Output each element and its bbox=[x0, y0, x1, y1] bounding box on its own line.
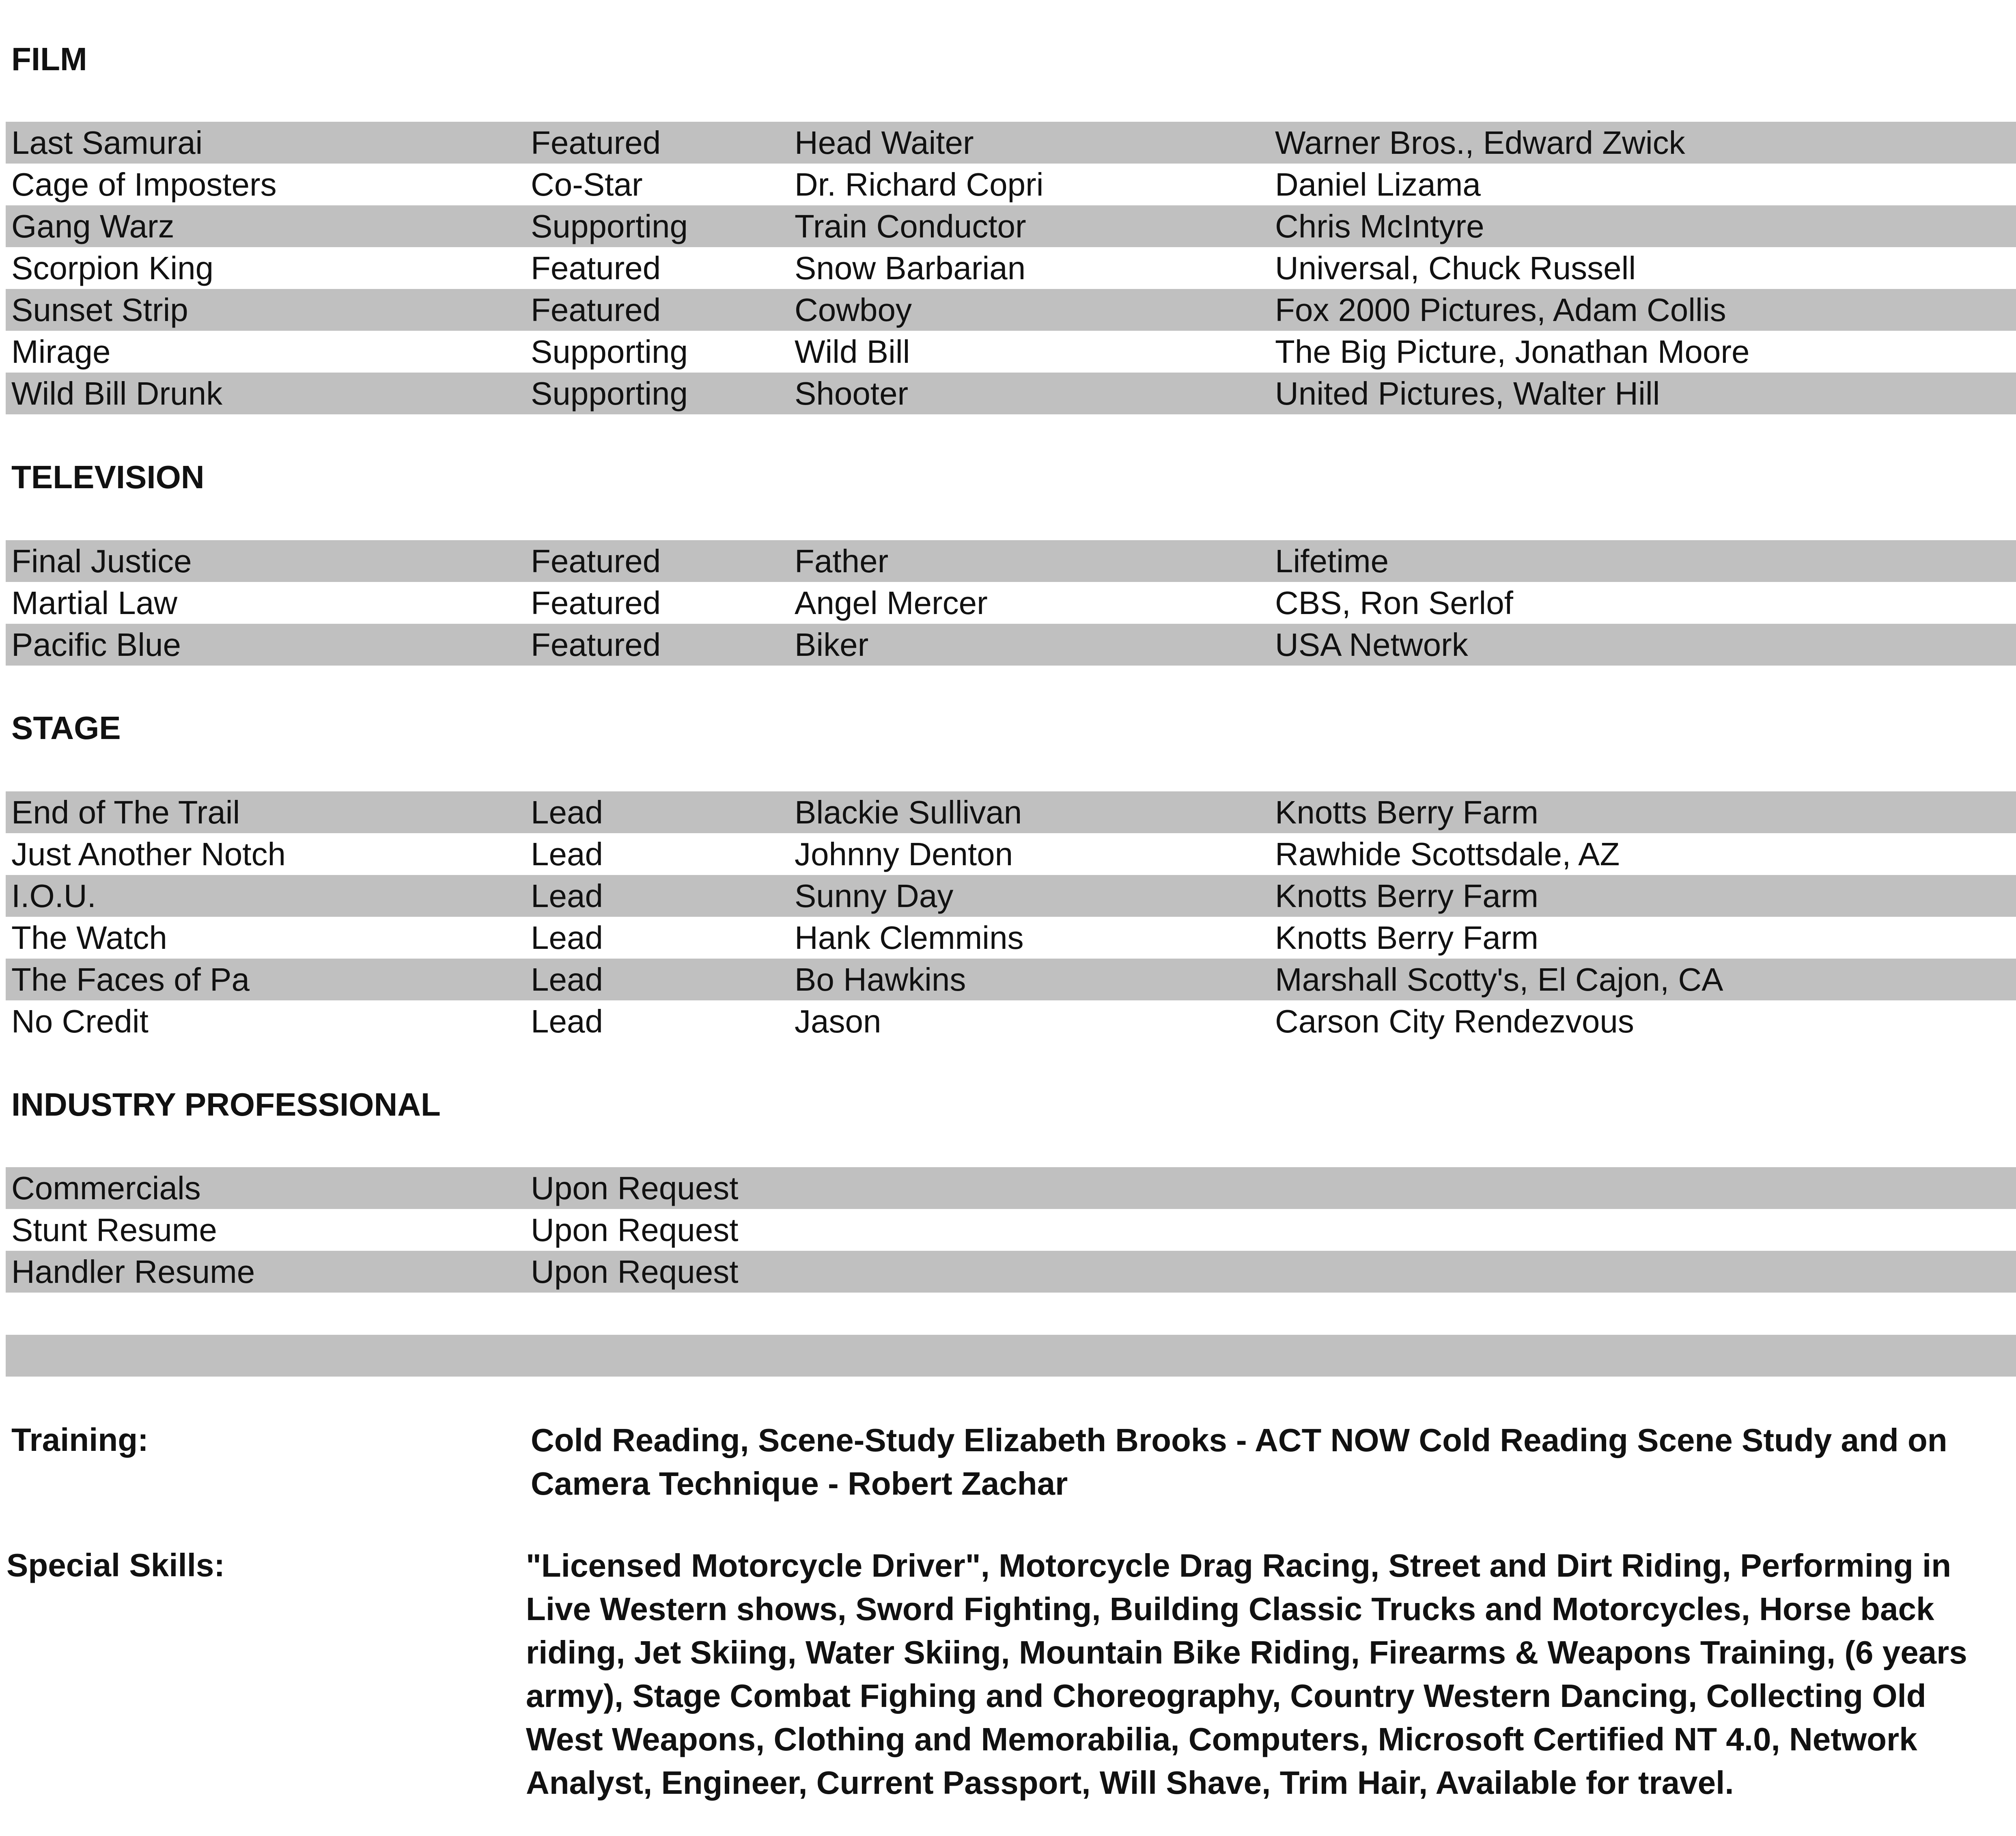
credit-title: Martial Law bbox=[11, 585, 178, 621]
credit-company: Knotts Berry Farm bbox=[1275, 878, 1539, 914]
credit-role: Head Waiter bbox=[795, 125, 974, 161]
training-text: Cold Reading, Scene-Study Elizabeth Brooks - ACT NOW Cold Reading Scene Study and on Camera Technique - Robert Zachar bbox=[531, 1422, 1947, 1502]
credit-role: Jason bbox=[795, 1003, 881, 1039]
industry-credit-row bbox=[6, 1209, 2016, 1251]
credit-title: The Faces of Pa bbox=[11, 961, 250, 998]
credit-title: Pacific Blue bbox=[11, 627, 181, 663]
credit-billing: Featured bbox=[531, 125, 661, 161]
credit-company: Lifetime bbox=[1275, 543, 1389, 579]
credit-role: Hank Clemmins bbox=[795, 920, 1024, 956]
credit-company: Fox 2000 Pictures, Adam Collis bbox=[1275, 292, 1726, 328]
credit-billing: Supporting bbox=[531, 334, 688, 370]
credit-company: Universal, Chuck Russell bbox=[1275, 250, 1636, 286]
credit-billing: Lead bbox=[531, 794, 603, 830]
credit-title: The Watch bbox=[11, 920, 167, 956]
television-section-title: TELEVISION bbox=[11, 459, 205, 495]
credit-billing: Featured bbox=[531, 250, 661, 286]
credit-role: Angel Mercer bbox=[795, 585, 988, 621]
credit-title: Just Another Notch bbox=[11, 836, 286, 872]
stage-section-title: STAGE bbox=[11, 710, 121, 746]
training-label: Training: bbox=[11, 1422, 149, 1458]
credit-billing: Lead bbox=[531, 1003, 603, 1039]
film-credit-row bbox=[6, 205, 2016, 247]
film-section-title: FILM bbox=[11, 41, 87, 77]
credit-title: Scorpion King bbox=[11, 250, 214, 286]
credit-billing: Supporting bbox=[531, 375, 688, 412]
film-credit-row bbox=[6, 122, 2016, 164]
divider-bar bbox=[6, 1335, 2016, 1377]
credit-title: No Credit bbox=[11, 1003, 149, 1039]
stage-credit-row bbox=[6, 833, 2016, 875]
credit-company: Marshall Scotty's, El Cajon, CA bbox=[1275, 961, 1723, 998]
credit-role: Train Conductor bbox=[795, 208, 1026, 244]
credit-title: Wild Bill Drunk bbox=[11, 375, 223, 412]
industry-section-title: INDUSTRY PROFESSIONAL bbox=[11, 1086, 441, 1123]
television-credit-row bbox=[6, 624, 2016, 666]
credit-billing: Featured bbox=[531, 585, 661, 621]
credit-role: Snow Barbarian bbox=[795, 250, 1026, 286]
credit-role: Biker bbox=[795, 627, 869, 663]
credit-company: USA Network bbox=[1275, 627, 1468, 663]
credit-company: Carson City Rendezvous bbox=[1275, 1003, 1634, 1039]
credit-title: Cage of Imposters bbox=[11, 166, 277, 203]
special-skills-text: "Licensed Motorcycle Driver", Motorcycle Drag Racing, Street and Dirt Riding, Performing in Live Western shows, Sword Fighting, Building Classic Trucks and Motorcycles, Horse back riding, Jet Skiing, Water Skiing, Mountain Bike Riding, Firearms & Weapons Training, (6 years army), Stage Combat Fighing and Choreography, Country Western Dancing, Collecting Old West Weapons, Clothing and Memorabilia, Computers, Microsoft Certified NT 4.0, Network Analyst, Engineer, Current Passport, Will Shave, Trim Hair, Available for travel. bbox=[526, 1547, 1967, 1801]
credit-billing: Lead bbox=[531, 836, 603, 872]
credit-billing: Lead bbox=[531, 920, 603, 956]
stage-credit-row bbox=[6, 1000, 2016, 1042]
credit-title: Gang Warz bbox=[11, 208, 174, 244]
stage-credit-row bbox=[6, 791, 2016, 833]
credit-billing: Lead bbox=[531, 961, 603, 998]
television-credit-row bbox=[6, 540, 2016, 582]
credit-billing: Featured bbox=[531, 627, 661, 663]
credit-role: Johnny Denton bbox=[795, 836, 1013, 872]
credit-billing: Upon Request bbox=[531, 1212, 739, 1248]
credit-billing: Featured bbox=[531, 543, 661, 579]
credit-company: The Big Picture, Jonathan Moore bbox=[1275, 334, 1750, 370]
credit-role: Dr. Richard Copri bbox=[795, 166, 1044, 203]
credit-title: Stunt Resume bbox=[11, 1212, 217, 1248]
credit-billing: Supporting bbox=[531, 208, 688, 244]
credit-title: Sunset Strip bbox=[11, 292, 188, 328]
credit-company: CBS, Ron Serlof bbox=[1275, 585, 1513, 621]
credit-billing: Upon Request bbox=[531, 1254, 739, 1290]
credit-title: End of The Trail bbox=[11, 794, 240, 830]
credit-title: Last Samurai bbox=[11, 125, 203, 161]
stage-credit-row bbox=[6, 875, 2016, 917]
film-credit-row bbox=[6, 164, 2016, 205]
credit-role: Sunny Day bbox=[795, 878, 954, 914]
industry-credit-row bbox=[6, 1167, 2016, 1209]
credit-role: Bo Hawkins bbox=[795, 961, 966, 998]
credit-company: Daniel Lizama bbox=[1275, 166, 1481, 203]
credit-company: United Pictures, Walter Hill bbox=[1275, 375, 1660, 412]
credit-title: I.O.U. bbox=[11, 878, 96, 914]
credit-billing: Co-Star bbox=[531, 166, 643, 203]
credit-role: Wild Bill bbox=[795, 334, 910, 370]
credit-role: Blackie Sullivan bbox=[795, 794, 1022, 830]
industry-credit-row bbox=[6, 1251, 2016, 1293]
film-credit-row bbox=[6, 331, 2016, 373]
credit-company: Rawhide Scottsdale, AZ bbox=[1275, 836, 1620, 872]
film-credit-row bbox=[6, 373, 2016, 414]
credit-role: Cowboy bbox=[795, 292, 912, 328]
credit-company: Knotts Berry Farm bbox=[1275, 920, 1539, 956]
special-skills-label: Special Skills: bbox=[6, 1547, 225, 1583]
credit-role: Shooter bbox=[795, 375, 909, 412]
credit-title: Handler Resume bbox=[11, 1254, 255, 1290]
credit-title: Mirage bbox=[11, 334, 111, 370]
credit-company: Chris McIntyre bbox=[1275, 208, 1484, 244]
credit-title: Commercials bbox=[11, 1170, 201, 1206]
credit-billing: Featured bbox=[531, 292, 661, 328]
credit-billing: Lead bbox=[531, 878, 603, 914]
film-credit-row bbox=[6, 289, 2016, 331]
stage-credit-row bbox=[6, 917, 2016, 959]
stage-credit-row bbox=[6, 959, 2016, 1000]
credit-company: Warner Bros., Edward Zwick bbox=[1275, 125, 1685, 161]
television-credit-row bbox=[6, 582, 2016, 624]
film-credit-row bbox=[6, 247, 2016, 289]
credit-billing: Upon Request bbox=[531, 1170, 739, 1206]
credit-role: Father bbox=[795, 543, 889, 579]
credit-company: Knotts Berry Farm bbox=[1275, 794, 1539, 830]
credit-title: Final Justice bbox=[11, 543, 192, 579]
